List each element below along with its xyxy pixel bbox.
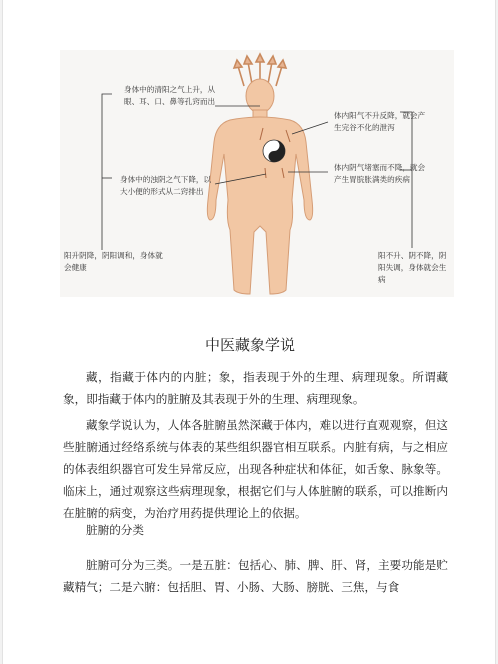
annotation-upper-left: 身体中的清阳之气上升，从眼、耳、口、鼻等孔窍而出 xyxy=(124,85,216,106)
annotation-middle-right: 体内阴气堵塞而不降，就会产生胃脘胀满类的疾病 xyxy=(334,163,426,184)
paragraph-3: 脏腑可分为三类。一是五脏：包括心、肺、脾、肝、肾，主要功能是贮藏精气；二是六腑：包括胆、胃、小肠、大肠、膀胱、三焦，与食 xyxy=(63,558,448,594)
paragraph-1: 藏，指藏于体内的内脏；象，指表现于外的生理、病理现象。所谓藏象，即指藏于体内的脏腑及其表现于外的生理、病理现象。 xyxy=(63,370,448,406)
page xyxy=(2,0,496,664)
body-silhouette xyxy=(207,79,312,294)
annotation-upper-right: 体内阳气不升反降，就会产生完谷不化的泄泻 xyxy=(334,111,426,132)
annotation-bottom-left: 阳升阴降，阴阳调和，身体就会健康 xyxy=(64,251,163,272)
page-title: 中医藏象学说 xyxy=(204,336,295,354)
body-illustration xyxy=(60,50,454,297)
yin-yang-icon xyxy=(263,140,285,162)
section-heading: 脏腑的分类 xyxy=(86,523,144,537)
annotation-middle-left: 身体中的浊阴之气下降，以大小便的形式从二窍排出 xyxy=(120,175,212,196)
annotation-bottom-right: 阳不升、阴不降，阴阳失调，身体就会生病 xyxy=(378,251,447,284)
paragraph-2: 藏象学说认为，人体各脏腑虽然深藏于体内，难以进行直观观察，但这些脏腑通过经络系统与体表的某些组织器官相互联系。内脏有病，与之相应的体表组织器官可发生异常反应，出现各种症状和体征，如舌象、脉象等。临床上，通过观察这些病理现象，根据它们与人体脏腑的联系，可以推断内在脏腑的病变，为治疗用药提供理论上的依据。 xyxy=(63,418,448,520)
